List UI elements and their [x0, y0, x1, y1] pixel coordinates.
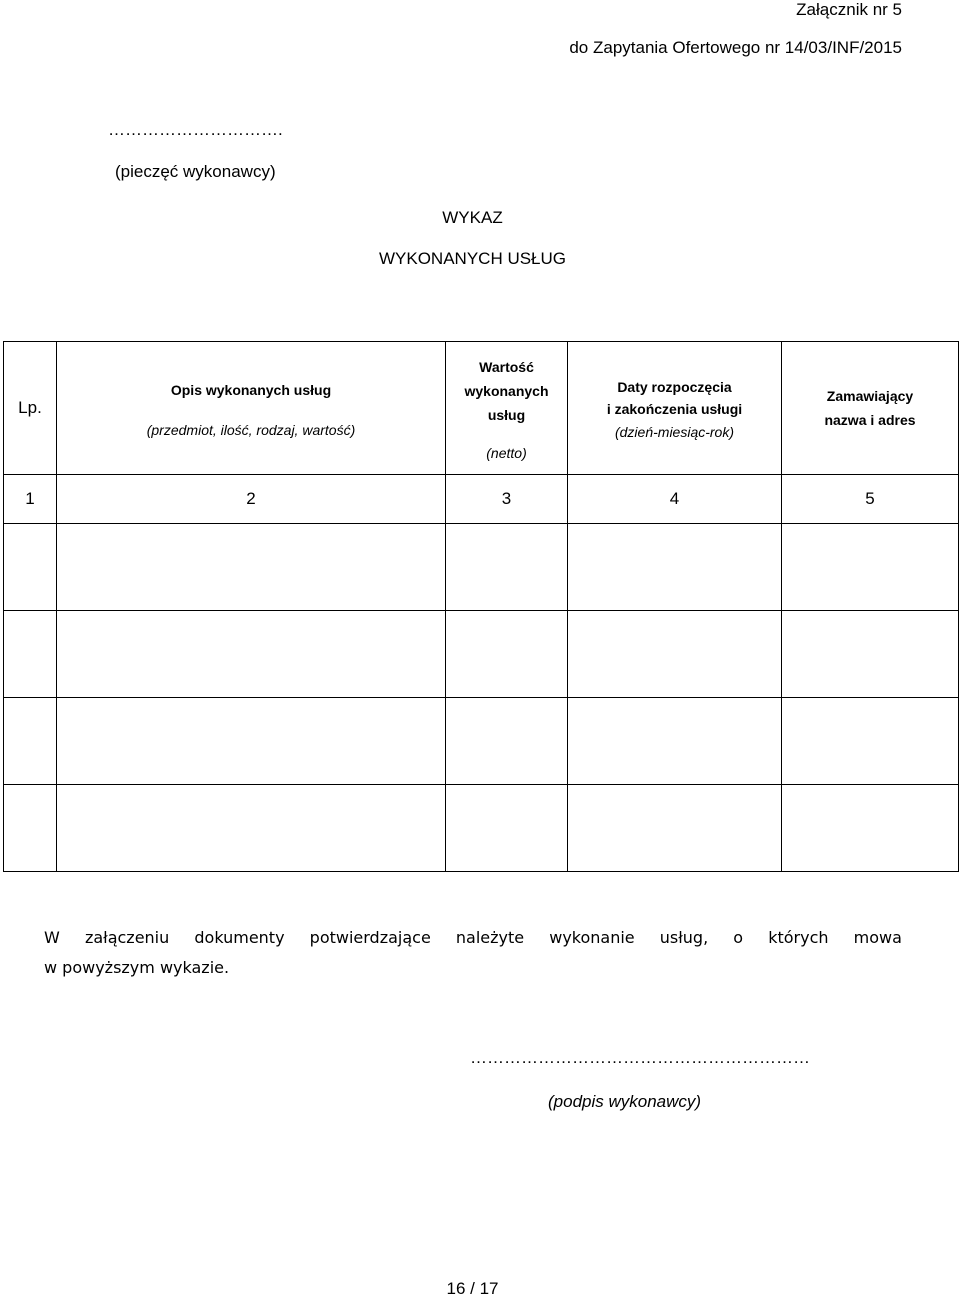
header-wartosc-l3: usług — [487, 407, 526, 423]
col-number: 2 — [57, 475, 446, 524]
table-cell[interactable] — [4, 524, 57, 611]
note-word: załączeniu — [84, 928, 170, 947]
header-lp: Lp. — [4, 342, 57, 475]
note-word: mowa — [853, 928, 902, 947]
table-cell[interactable] — [4, 611, 57, 698]
header-opis-title: Opis wykonanych usług — [170, 382, 332, 398]
table-cell[interactable] — [446, 785, 568, 872]
table-cell[interactable] — [568, 611, 782, 698]
table-cell[interactable] — [4, 785, 57, 872]
note-word: o — [733, 928, 744, 947]
col-number: 1 — [4, 475, 57, 524]
table-cell[interactable] — [446, 524, 568, 611]
table-cell[interactable] — [568, 785, 782, 872]
header-zam-l2: nazwa i adres — [824, 412, 916, 428]
services-table — [3, 341, 959, 872]
table-row — [4, 785, 959, 872]
table-cell[interactable] — [782, 785, 959, 872]
header-wartosc-l2: wykonanych — [464, 383, 549, 399]
note-line-2: w powyższym wykazie. — [44, 958, 230, 977]
header-zam-l1: Zamawiający — [826, 388, 914, 404]
note-line-1 — [44, 928, 902, 947]
header-wartosc-sub: (netto) — [486, 445, 527, 461]
table-cell[interactable] — [57, 785, 446, 872]
table-row — [4, 698, 959, 785]
page-number: 16 / 17 — [446, 1279, 499, 1298]
table-cell[interactable] — [782, 611, 959, 698]
table-cell[interactable] — [57, 524, 446, 611]
note-word: dokumenty — [194, 928, 285, 947]
note-word: W — [44, 928, 60, 947]
table-cell[interactable] — [57, 698, 446, 785]
inquiry-reference: do Zapytania Ofertowego nr 14/03/INF/2015 — [569, 38, 902, 57]
note-word: potwierdzające — [309, 928, 431, 947]
header-opis — [57, 342, 446, 475]
table-cell[interactable] — [446, 611, 568, 698]
title-wykonanych-uslug: WYKONANYCH USŁUG — [378, 249, 567, 268]
note-word: których — [768, 928, 829, 947]
table-cell[interactable] — [568, 524, 782, 611]
header-opis-sub: (przedmiot, ilość, rodzaj, wartość) — [146, 422, 356, 438]
col-number: 5 — [782, 475, 959, 524]
header-wartosc — [446, 342, 568, 475]
title-wykaz: WYKAZ — [442, 208, 503, 227]
table-number-row — [4, 475, 959, 524]
header-wartosc-l1: Wartość — [479, 359, 534, 375]
note-word: usług, — [659, 928, 709, 947]
stamp-label: (pieczęć wykonawcy) — [115, 162, 276, 181]
col-number: 3 — [446, 475, 568, 524]
col-number: 4 — [568, 475, 782, 524]
table-cell[interactable] — [782, 698, 959, 785]
note-word: należyte — [455, 928, 525, 947]
stamp-dots: …………………………. — [108, 120, 283, 139]
header-daty-l2: i zakończenia usługi — [606, 401, 743, 417]
signature-dots: …………………………………………………… — [470, 1048, 810, 1067]
table-cell[interactable] — [782, 524, 959, 611]
header-daty-sub: (dzień-miesiąc-rok) — [614, 424, 735, 440]
table-cell[interactable] — [446, 698, 568, 785]
table-row — [4, 524, 959, 611]
table-cell[interactable] — [4, 698, 57, 785]
attachment-label: Załącznik nr 5 — [796, 0, 902, 19]
table-row — [4, 611, 959, 698]
table-cell[interactable] — [57, 611, 446, 698]
signature-label: (podpis wykonawcy) — [548, 1092, 702, 1111]
note-word: wykonanie — [549, 928, 635, 947]
header-daty — [568, 342, 782, 475]
header-daty-l1: Daty rozpoczęcia — [617, 379, 732, 395]
table-cell[interactable] — [568, 698, 782, 785]
table-header-row — [4, 342, 959, 475]
header-zamawiajacy — [782, 342, 959, 475]
